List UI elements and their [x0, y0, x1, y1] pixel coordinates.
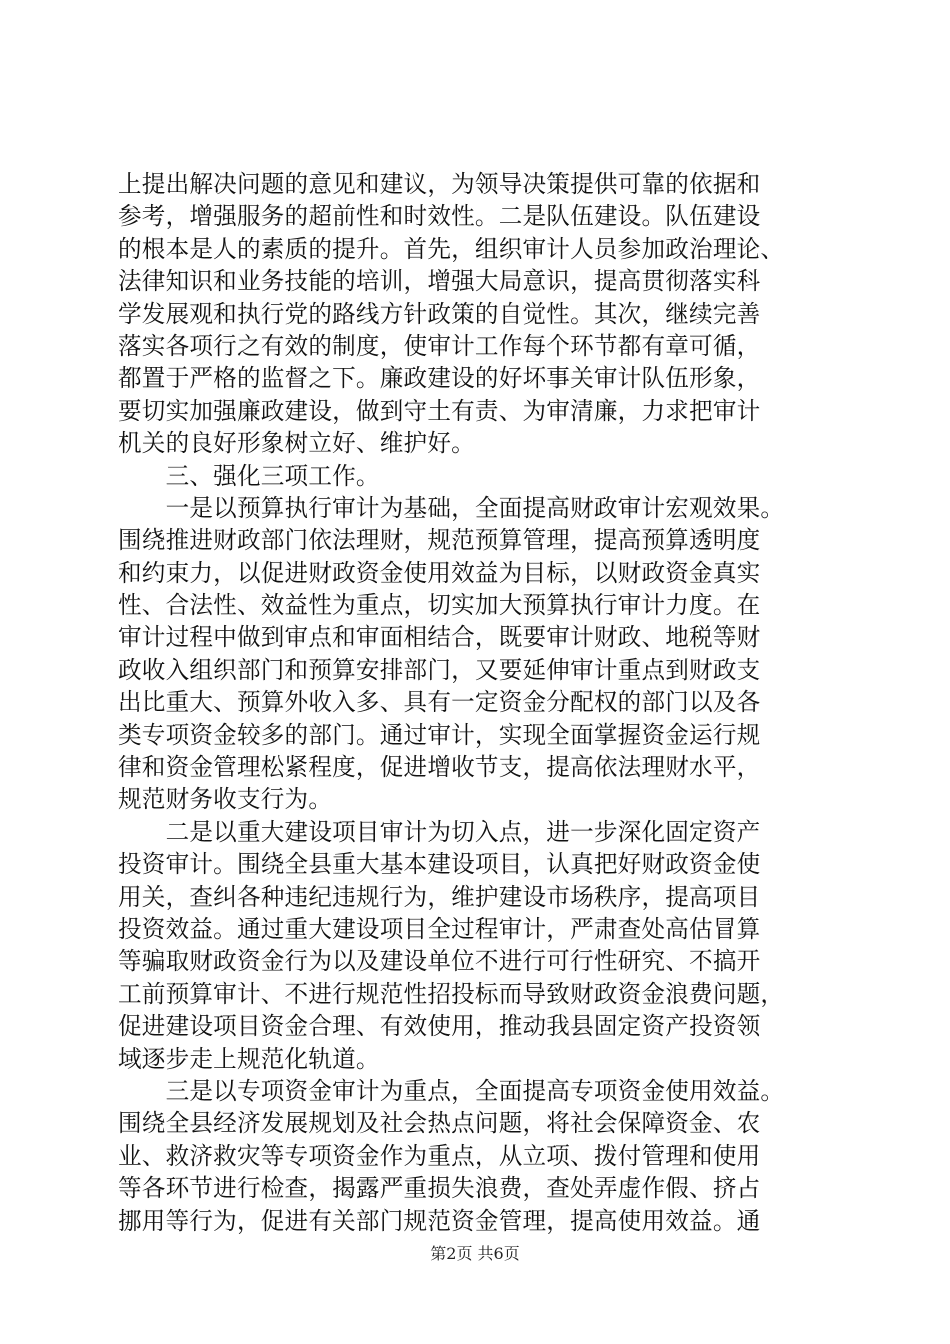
text-line: 性、合法性、效益性为重点，切实加大预算执行审计力度。在 [118, 591, 761, 620]
text-line: 用关，查纠各种违纪违规行为，维护建设市场秩序，提高项目 [118, 882, 761, 911]
text-line: 围绕全县经济发展规划及社会热点问题，将社会保障资金、农 [118, 1109, 761, 1138]
text-line: 工前预算审计、不进行规范性招投标而导致财政资金浪费问题， [118, 979, 785, 1008]
text-line: 投资效益。通过重大建设项目全过程审计，严肃查处高估冒算 [118, 914, 761, 943]
text-line: 域逐步走上规范化轨道。 [118, 1044, 380, 1073]
page-number-footer: 第2页 共6页 [430, 1244, 520, 1263]
text-line: 等骗取财政资金行为以及建设单位不进行可行性研究、不搞开 [118, 947, 761, 976]
text-line: 促进建设项目资金合理、有效使用，推动我县固定资产投资领 [118, 1012, 761, 1041]
text-line: 机关的良好形象树立好、维护好。 [118, 429, 475, 458]
text-line: 都置于严格的监督之下。廉政建设的好坏事关审计队伍形象， [118, 364, 761, 393]
text-line: 学发展观和执行党的路线方针政策的自觉性。其次，继续完善 [118, 299, 761, 328]
text-line: 审计过程中做到审点和审面相结合，既要审计财政、地税等财 [118, 623, 761, 652]
text-line: 三是以专项资金审计为重点，全面提高专项资金使用效益。 [118, 1076, 785, 1105]
text-line: 出比重大、预算外收入多、具有一定资金分配权的部门以及各 [118, 688, 761, 717]
text-line: 规范财务收支行为。 [118, 785, 333, 814]
text-line: 挪用等行为，促进有关部门规范资金管理，提高使用效益。通 [118, 1206, 761, 1235]
text-line: 一是以预算执行审计为基础，全面提高财政审计宏观效果。 [118, 493, 785, 522]
text-line: 的根本是人的素质的提升。首先，组织审计人员参加政治理论、 [118, 234, 785, 263]
text-line: 参考，增强服务的超前性和时效性。二是队伍建设。队伍建设 [118, 202, 761, 231]
text-line: 律和资金管理松紧程度，促进增收节支，提高依法理财水平， [118, 753, 761, 782]
text-line: 投资审计。围绕全县重大基本建设项目，认真把好财政资金使 [118, 850, 761, 879]
text-line: 类专项资金较多的部门。通过审计，实现全面掌握资金运行规 [118, 720, 761, 749]
text-line: 和约束力，以促进财政资金使用效益为目标，以财政资金真实 [118, 558, 761, 587]
text-line: 政收入组织部门和预算安排部门，又要延伸审计重点到财政支 [118, 655, 761, 684]
text-line: 上提出解决问题的意见和建议，为领导决策提供可靠的依据和 [118, 170, 761, 198]
text-line: 落实各项行之有效的制度，使审计工作每个环节都有章可循， [118, 331, 761, 360]
text-line: 要切实加强廉政建设，做到守土有责、为审清廉，力求把审计 [118, 396, 761, 425]
text-line: 围绕推进财政部门依法理财，规范预算管理，提高预算透明度 [118, 526, 761, 555]
section-heading: 三、强化三项工作。 [118, 461, 380, 490]
text-line: 二是以重大建设项目审计为切入点，进一步深化固定资产 [118, 817, 761, 846]
text-line: 业、救济救灾等专项资金作为重点，从立项、拨付管理和使用 [118, 1141, 761, 1170]
text-line: 法律知识和业务技能的培训，增强大局意识，提高贯彻落实科 [118, 267, 761, 296]
document-body [118, 168, 858, 1237]
text-line: 等各环节进行检查，揭露严重损失浪费，查处弄虚作假、挤占 [118, 1174, 761, 1203]
